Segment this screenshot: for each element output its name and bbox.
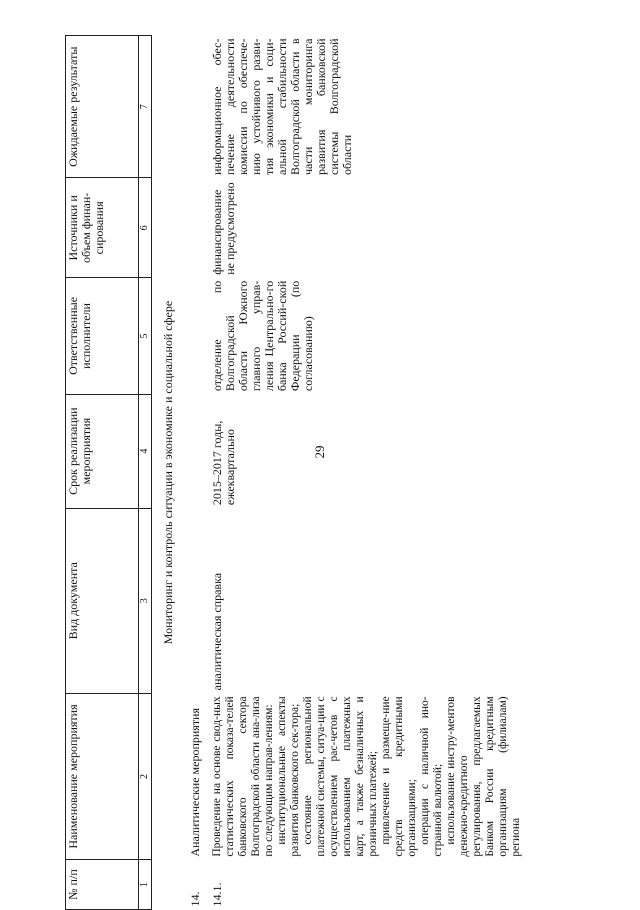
column-number: 5	[139, 278, 152, 394]
header-financing: Источники и объем финан-сирования	[66, 178, 139, 278]
activity-name-intro: Проведение на основе свод-ных статистических показа-телей банковского сектора Волгоградской области ана-лиза по следующим направ-лениям:	[211, 696, 275, 857]
term-cell: 2015–2017 годы, ежеквартально	[210, 420, 237, 506]
header-number: № п/п	[66, 860, 139, 910]
page-number: 29	[312, 445, 327, 459]
document-type-cell: аналитическая справка	[210, 572, 224, 691]
column-number-row	[139, 36, 152, 910]
activity-direction-item: операции с наличной ино-странной валютой;	[419, 696, 444, 857]
header-results: Ожидаемые результаты	[66, 36, 139, 179]
activity-direction-item: привлечение и размеще-ние средств кредитными организациями;	[380, 696, 418, 857]
section-title: Мониторинг и контроль ситуации в экономике и социальной сфере	[161, 300, 175, 645]
plan-table	[65, 35, 524, 910]
header-term: Срок реализации мероприятия	[66, 394, 139, 508]
executors-cell: отделение по Волгоградской области Южного главного управ-ления Центрально-го банка Россий-ской Федерации (по согласованию)	[210, 280, 315, 392]
activity-direction-item: использование инстру-ментов денежно-кредитного регулирования, предлагаемых Банком России кредитным организациям (филиалам) региона	[445, 696, 522, 857]
column-number: 3	[139, 508, 152, 693]
column-number: 2	[139, 693, 152, 859]
subsection-number: 14.	[188, 891, 202, 907]
table-row	[210, 36, 524, 910]
column-number: 4	[139, 394, 152, 508]
activity-direction-item: состояние региональной платежной системы, ситуа-ции с осуществлением рас-четов с использованием платежных карт, а также безналичных и розничных платежей;	[302, 696, 379, 857]
header-row	[66, 36, 139, 910]
column-number: 6	[139, 178, 152, 278]
financing-cell: финансирование не предусмотрено	[210, 182, 237, 275]
row-number: 14.1.	[210, 882, 224, 907]
header-name: Наименование мероприятия	[66, 693, 139, 859]
subsection-row	[181, 36, 210, 910]
header-executors: Ответственные исполнители	[66, 278, 139, 394]
subsection-title: Аналитические мероприятия	[188, 707, 202, 857]
column-number: 1	[139, 860, 152, 910]
section-row	[152, 36, 182, 910]
activity-direction-item: институциональные аспекты развития банковского сек-тора;	[276, 696, 301, 857]
header-document-type: Вид документа	[66, 508, 139, 693]
activity-name-cell	[210, 693, 524, 859]
column-number: 7	[139, 36, 152, 179]
rotated-table-sheet	[65, 35, 611, 910]
expected-results-cell: информационное обес-печение деятельности комиссии по обеспече-нию устойчивого разви-тия экономики и соци-альной стабильности Волгоградской области в части мониторинга развития банковской системы Волгоградской области	[210, 38, 354, 175]
